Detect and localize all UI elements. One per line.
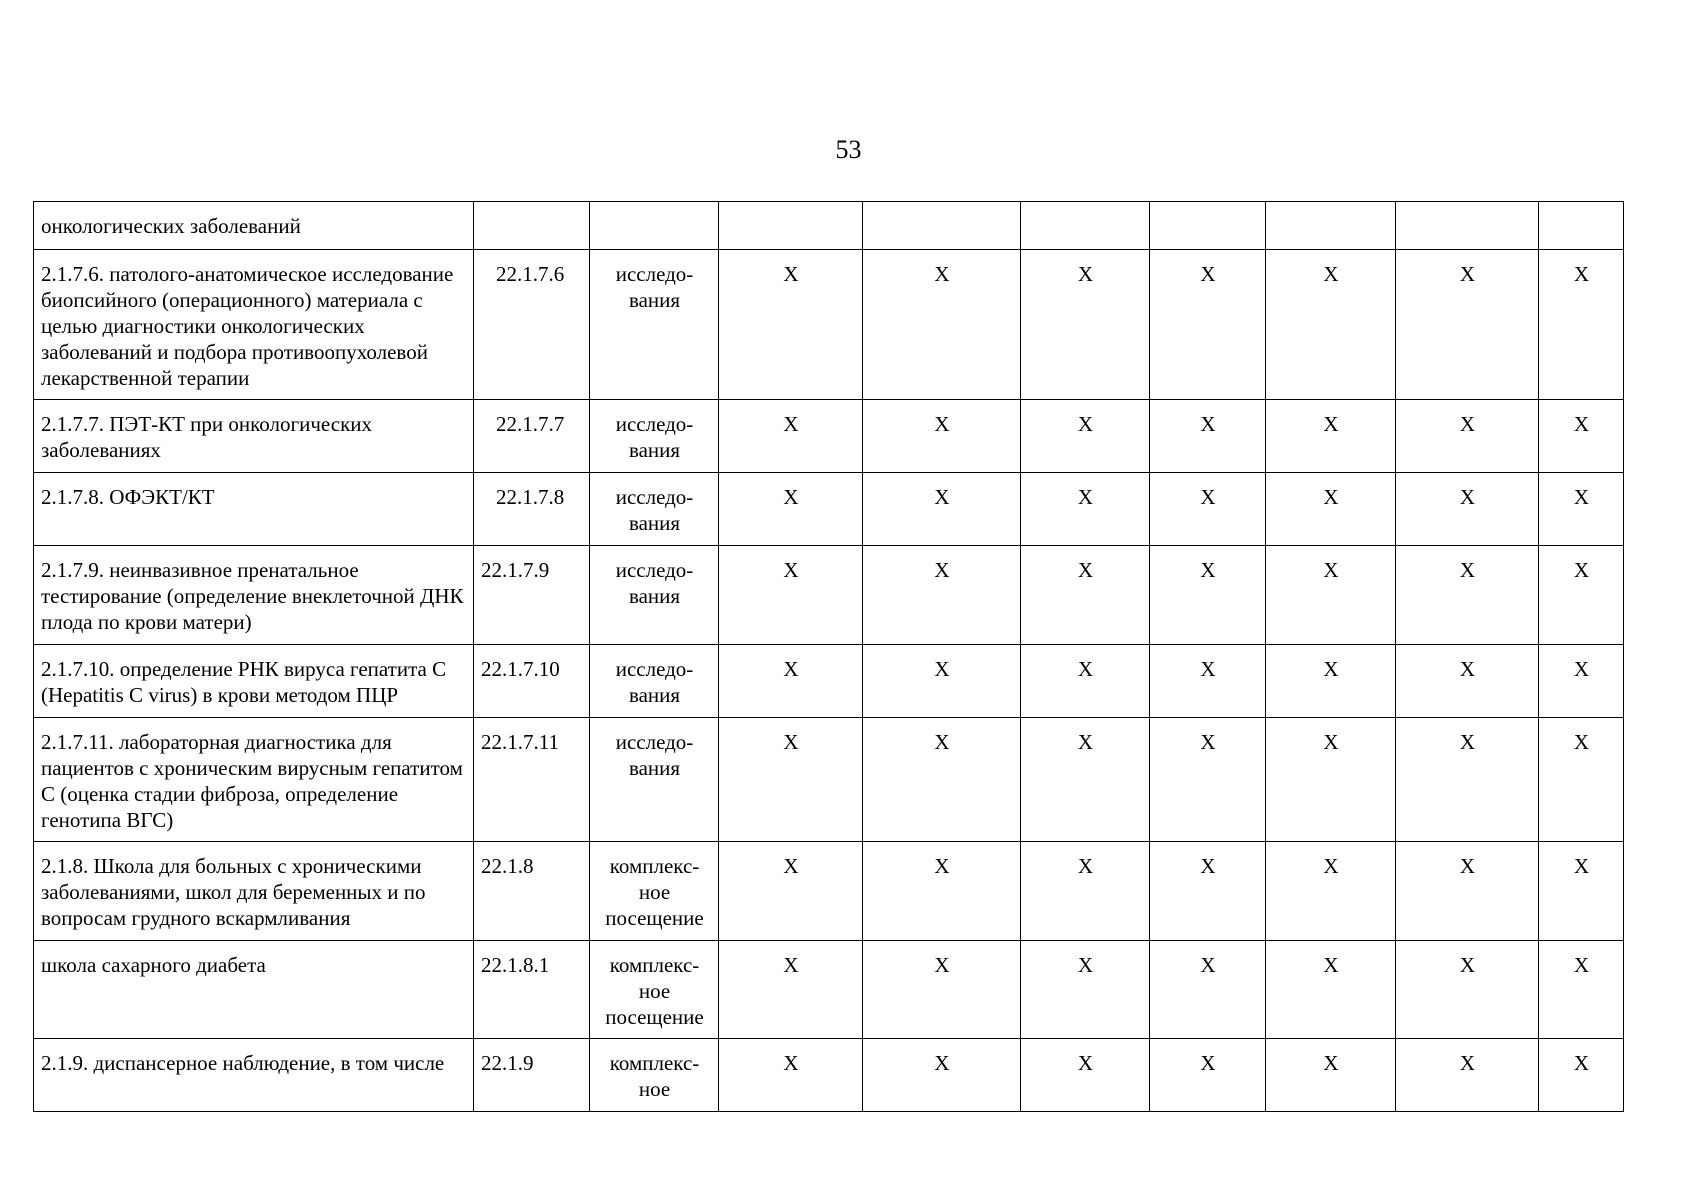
- row-name: 2.1.7.10. определение РНК вируса гепатита С (Hepatitis C virus) в крови методом ПЦР: [34, 645, 474, 718]
- row-cell: X: [1396, 546, 1539, 645]
- row-unit: исследо-вания: [590, 645, 719, 718]
- row-code: [474, 202, 590, 250]
- row-cell: X: [1539, 718, 1624, 842]
- row-cell: [1396, 202, 1539, 250]
- row-cell: X: [719, 645, 863, 718]
- row-name: онкологических заболеваний: [34, 202, 474, 250]
- row-cell: X: [1150, 718, 1266, 842]
- row-unit: комплекс-ное посещение: [590, 842, 719, 941]
- row-cell: X: [1150, 842, 1266, 941]
- row-cell: X: [1021, 842, 1150, 941]
- row-name: школа сахарного диабета: [34, 941, 474, 1039]
- row-cell: X: [1539, 645, 1624, 718]
- row-cell: [863, 202, 1021, 250]
- row-cell: X: [1021, 941, 1150, 1039]
- row-name: 2.1.7.6. патолого-анатомическое исследование биопсийного (операционного) материала с целью диагностики онкологических заболеваний и подбора противоопухолевой лекарственной терапии: [34, 250, 474, 400]
- row-cell: X: [1396, 842, 1539, 941]
- row-code: 22.1.7.7: [474, 400, 590, 473]
- row-cell: X: [1021, 718, 1150, 842]
- row-cell: [1266, 202, 1396, 250]
- row-cell: X: [1266, 473, 1396, 546]
- row-code: 22.1.7.8: [474, 473, 590, 546]
- table-body: [34, 202, 1624, 1112]
- row-cell: X: [719, 1039, 863, 1112]
- row-cell: X: [1266, 250, 1396, 400]
- row-code: 22.1.7.11: [474, 718, 590, 842]
- page-number: 53: [835, 135, 862, 164]
- row-cell: X: [1021, 473, 1150, 546]
- row-cell: X: [1021, 645, 1150, 718]
- row-unit: комплекс-ное посещение: [590, 941, 719, 1039]
- row-unit: исследо-вания: [590, 718, 719, 842]
- row-cell: X: [1539, 941, 1624, 1039]
- row-cell: X: [863, 250, 1021, 400]
- row-cell: X: [1396, 473, 1539, 546]
- row-cell: X: [1539, 1039, 1624, 1112]
- row-cell: X: [1539, 546, 1624, 645]
- row-cell: X: [1396, 718, 1539, 842]
- row-unit: исследо-вания: [590, 400, 719, 473]
- row-cell: X: [1150, 645, 1266, 718]
- row-cell: [1021, 202, 1150, 250]
- row-cell: X: [1150, 546, 1266, 645]
- table-row: [34, 202, 1624, 250]
- row-name: 2.1.7.9. неинвазивное пренатальное тестирование (определение внеклеточной ДНК плода по крови матери): [34, 546, 474, 645]
- row-cell: X: [863, 546, 1021, 645]
- table-row: [34, 250, 1624, 400]
- row-cell: X: [1396, 1039, 1539, 1112]
- row-cell: X: [1150, 473, 1266, 546]
- row-cell: X: [1396, 400, 1539, 473]
- row-name: 2.1.7.8. ОФЭКТ/КТ: [34, 473, 474, 546]
- row-code: 22.1.7.9: [474, 546, 590, 645]
- row-name: 2.1.7.11. лабораторная диагностика для пациентов с хроническим вирусным гепатитом С (оценка стадии фиброза, определение генотипа ВГС): [34, 718, 474, 842]
- row-unit: комплекс-ное: [590, 1039, 719, 1112]
- row-cell: X: [1021, 546, 1150, 645]
- row-cell: X: [1021, 400, 1150, 473]
- row-code: 22.1.8: [474, 842, 590, 941]
- row-cell: X: [1266, 1039, 1396, 1112]
- row-cell: X: [1266, 842, 1396, 941]
- row-code: 22.1.7.6: [474, 250, 590, 400]
- row-code: 22.1.9: [474, 1039, 590, 1112]
- row-cell: X: [1021, 1039, 1150, 1112]
- row-code: 22.1.7.10: [474, 645, 590, 718]
- row-cell: X: [1150, 1039, 1266, 1112]
- row-cell: X: [863, 941, 1021, 1039]
- row-cell: X: [1396, 250, 1539, 400]
- table-row: [34, 941, 1624, 1039]
- row-unit: исследо-вания: [590, 546, 719, 645]
- row-cell: X: [1150, 250, 1266, 400]
- row-name: 2.1.9. диспансерное наблюдение, в том числе: [34, 1039, 474, 1112]
- row-cell: X: [719, 718, 863, 842]
- row-cell: X: [1396, 941, 1539, 1039]
- row-unit: исследо-вания: [590, 250, 719, 400]
- table-row: [34, 842, 1624, 941]
- row-cell: X: [863, 400, 1021, 473]
- row-cell: X: [1150, 400, 1266, 473]
- row-code: 22.1.8.1: [474, 941, 590, 1039]
- row-cell: [1539, 202, 1624, 250]
- row-cell: X: [719, 250, 863, 400]
- table-row: [34, 473, 1624, 546]
- row-cell: X: [719, 400, 863, 473]
- services-table: [33, 201, 1624, 1112]
- row-cell: X: [1266, 400, 1396, 473]
- row-unit: [590, 202, 719, 250]
- table-row: [34, 546, 1624, 645]
- row-cell: X: [1266, 645, 1396, 718]
- row-cell: X: [1150, 941, 1266, 1039]
- row-cell: X: [1396, 645, 1539, 718]
- row-cell: X: [719, 842, 863, 941]
- table-row: [34, 718, 1624, 842]
- row-cell: [1150, 202, 1266, 250]
- row-cell: X: [863, 473, 1021, 546]
- table-row: [34, 1039, 1624, 1112]
- row-cell: X: [719, 473, 863, 546]
- row-cell: X: [1266, 718, 1396, 842]
- row-cell: [719, 202, 863, 250]
- row-cell: X: [1021, 250, 1150, 400]
- row-cell: X: [863, 842, 1021, 941]
- row-cell: X: [863, 1039, 1021, 1112]
- row-cell: X: [719, 546, 863, 645]
- row-name: 2.1.7.7. ПЭТ-КТ при онкологических заболеваниях: [34, 400, 474, 473]
- row-cell: X: [719, 941, 863, 1039]
- row-cell: X: [1539, 400, 1624, 473]
- row-cell: X: [1266, 546, 1396, 645]
- row-name: 2.1.8. Школа для больных с хроническими заболеваниями, школ для беременных и по вопросам грудного вскармливания: [34, 842, 474, 941]
- table-row: [34, 645, 1624, 718]
- table-row: [34, 400, 1624, 473]
- row-unit: исследо-вания: [590, 473, 719, 546]
- row-cell: X: [1539, 842, 1624, 941]
- row-cell: X: [863, 718, 1021, 842]
- row-cell: X: [1539, 473, 1624, 546]
- row-cell: X: [1539, 250, 1624, 400]
- row-cell: X: [863, 645, 1021, 718]
- row-cell: X: [1266, 941, 1396, 1039]
